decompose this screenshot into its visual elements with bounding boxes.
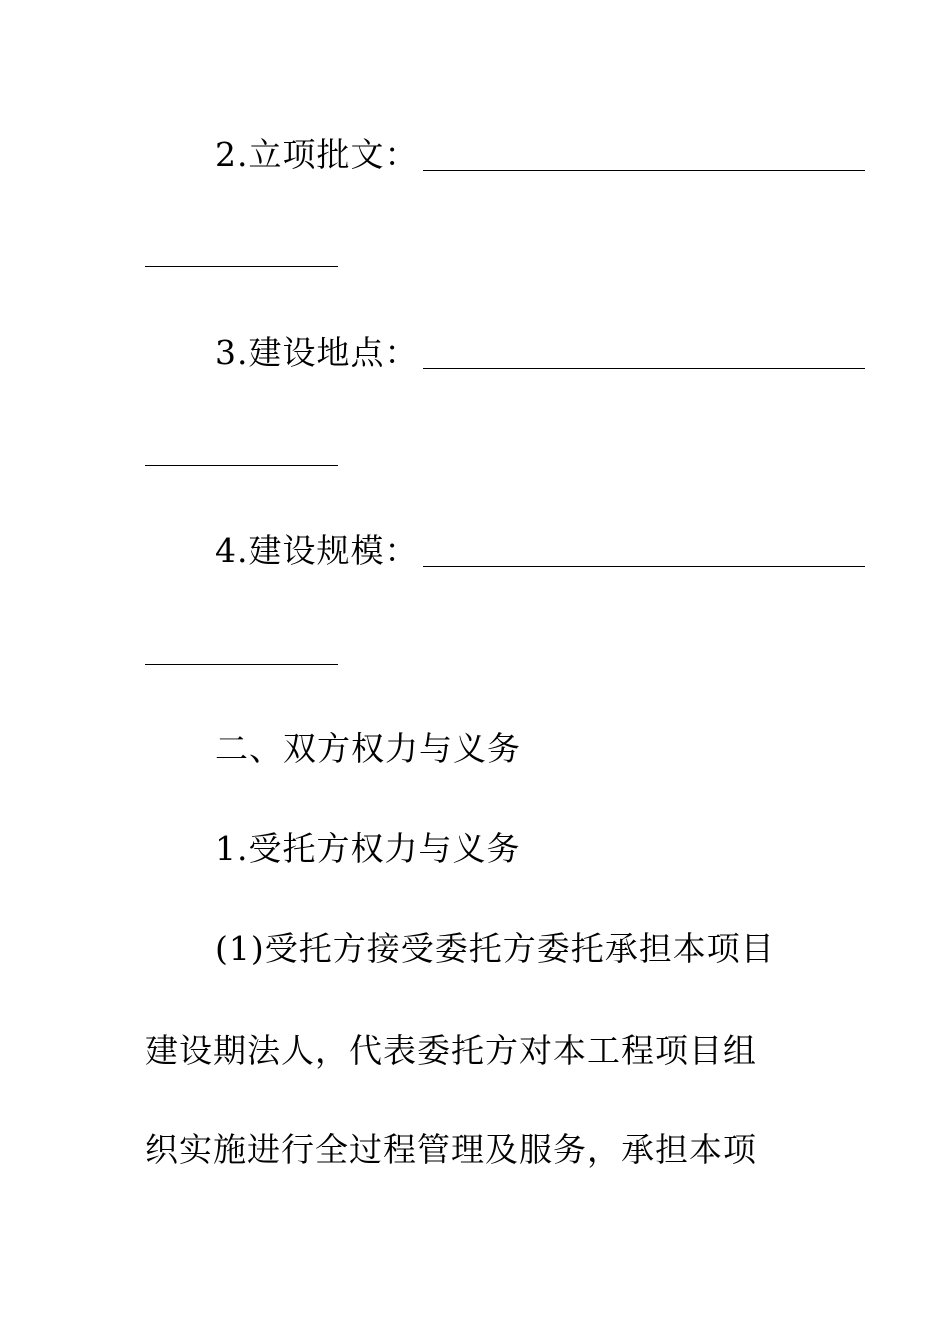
fill-in-blank	[423, 340, 866, 369]
fill-in-blank-continuation	[145, 266, 338, 267]
fill-in-blank-continuation	[145, 664, 338, 665]
paragraph-line: (1)受托方接受委托方委托承担本项目	[215, 929, 775, 968]
field-approval-document	[145, 133, 865, 177]
field-construction-scale	[145, 529, 865, 573]
paragraph-line: 建设期法人，代表委托方对本工程项目组	[145, 1031, 757, 1070]
section-heading: 二、双方权力与义务	[215, 729, 521, 768]
field-label: 2.立项批文：	[215, 135, 419, 174]
fill-in-blank	[423, 538, 866, 567]
subsection-heading: 1.受托方权力与义务	[215, 829, 521, 868]
fill-in-blank-continuation	[145, 465, 338, 466]
paragraph-line: 织实施进行全过程管理及服务，承担本项	[145, 1130, 757, 1169]
fill-in-blank	[423, 142, 866, 171]
field-label: 3.建设地点：	[215, 333, 419, 372]
field-construction-site	[145, 331, 865, 375]
field-label: 4.建设规模：	[215, 531, 419, 570]
